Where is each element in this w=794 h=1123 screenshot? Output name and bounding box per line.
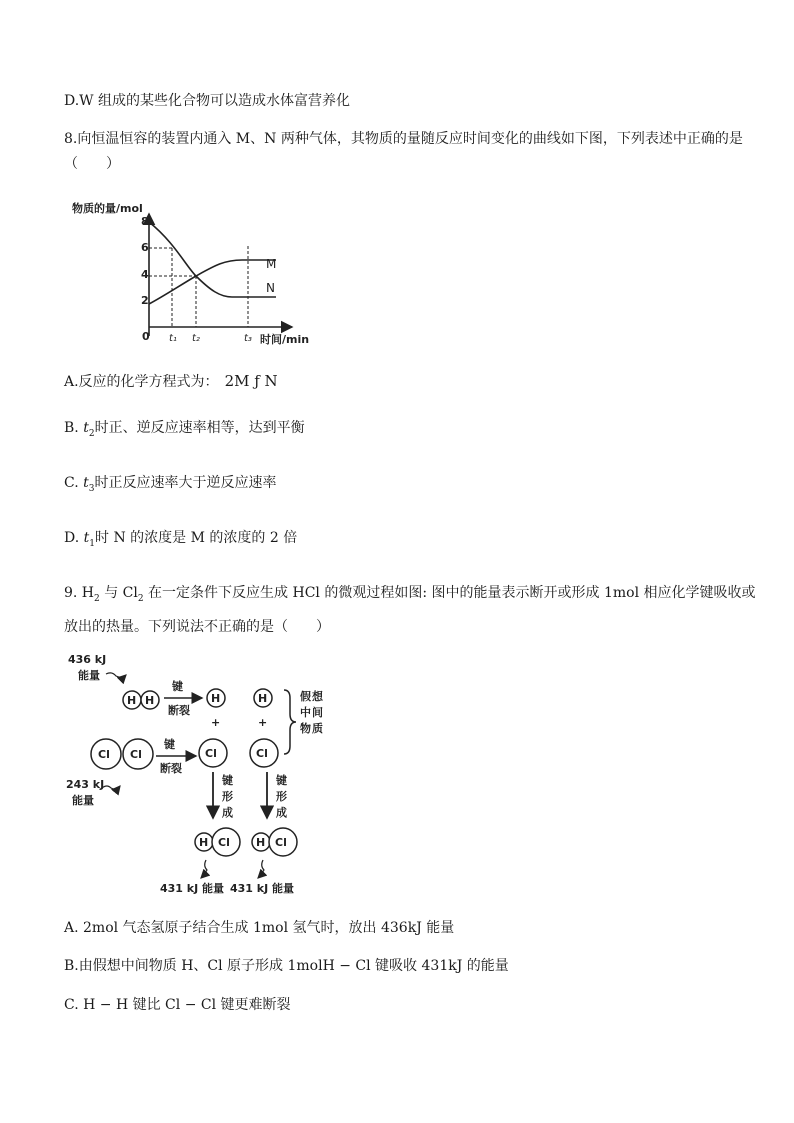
y-tick-2: 2 [141, 294, 149, 307]
q8-option-d [64, 529, 297, 553]
cl2-energy-word: 能量 [72, 794, 94, 807]
svg-text:H: H [258, 692, 268, 705]
q8-option-a-equation: 2M ƒ N [224, 372, 278, 390]
q9-stem-line1 [64, 584, 756, 608]
hypo-label-1: 假 [300, 690, 311, 703]
hypo-label-5: 物 [300, 722, 311, 735]
x-axis-label: 时间/min [260, 333, 310, 346]
q8-option-a [64, 372, 278, 391]
svg-text:Cl: Cl [98, 748, 110, 761]
plus-2: + [258, 716, 268, 729]
break-label-bottom-1: 键 [164, 738, 175, 751]
h2-energy-value: 436 kJ [68, 653, 107, 666]
q8-option-c-sub: 3 [88, 483, 95, 494]
q8-option-d-prefix: D. [64, 530, 84, 546]
hypo-label-6: 质 [312, 722, 323, 735]
series-m-label: M [266, 257, 277, 271]
q8-option-b-prefix: B. [64, 420, 84, 436]
q8-option-d-sub: 1 [89, 538, 96, 549]
form-label-right-2: 形 [276, 790, 287, 803]
q8-option-c-prefix: C. [64, 475, 84, 491]
svg-text:H: H [256, 836, 266, 849]
y-tick-6: 6 [141, 241, 149, 254]
q9-option-b: B.由假想中间物质 H、Cl 原子形成 1molH − Cl 键吸收 431kJ 的能量 [64, 958, 509, 974]
svg-text:H: H [211, 692, 221, 705]
break-label-bottom-2: 断裂 [160, 762, 182, 775]
q8-option-b-rest: 时正、逆反应速率相等，达到平衡 [94, 420, 305, 436]
q8-chart [64, 196, 324, 356]
form-label-left-1: 键 [222, 774, 233, 787]
y-axis-label: 物质的量/mol [72, 202, 143, 215]
q8-stem-line2: （ ） [64, 156, 120, 172]
hypo-label-3: 中 [300, 706, 311, 719]
q8-option-a-prefix: A.反应的化学方程式为： [64, 374, 219, 390]
hcl-energy-2: 431 kJ 能量 [230, 882, 295, 895]
h2-atom-right-label: H [145, 694, 155, 707]
svg-text:H: H [199, 836, 209, 849]
cl2-energy-value: 243 kJ [66, 778, 105, 791]
svg-text:Cl: Cl [205, 747, 217, 760]
q9-stem-line2: 放出的热量。下列说法不正确的是（ ） [64, 619, 330, 635]
q7-option-d: D.W 组成的某些化合物可以造成水体富营养化 [64, 93, 351, 109]
h2-energy-word: 能量 [78, 669, 100, 682]
y-tick-8: 8 [141, 215, 149, 228]
break-label-top-2: 断裂 [168, 704, 190, 717]
q9-stem-sub2: 2 [137, 593, 144, 604]
svg-text:Cl: Cl [130, 748, 142, 761]
hcl-energy-1: 431 kJ 能量 [160, 882, 225, 895]
q8-option-c [64, 474, 277, 498]
q9-option-c: C. H − H 键比 Cl − Cl 键更难断裂 [64, 997, 291, 1013]
q8-option-c-rest: 时正反应速率大于逆反应速率 [94, 475, 277, 491]
series-n-label: N [266, 281, 275, 295]
form-label-left-3: 成 [222, 806, 233, 819]
q8-option-b-sub: 2 [88, 428, 95, 439]
x-tick-t3: t₃ [244, 333, 252, 344]
hypo-label-4: 间 [312, 706, 323, 719]
hypo-label-2: 想 [312, 690, 323, 703]
q9-bond-diagram [56, 648, 356, 900]
q9-stem-part3: 在一定条件下反应生成 HCl 的微观过程如图: 图中的能量表示断开或形成 1mol 相应化学键吸收或 [143, 585, 756, 601]
break-label-top-1: 键 [172, 680, 183, 693]
q8-option-b-t: t [83, 420, 89, 436]
q9-option-a: A. 2mol 气态氢原子结合生成 1mol 氢气时，放出 436kJ 能量 [64, 920, 455, 936]
x-tick-t1: t₁ [169, 333, 177, 344]
q9-stem-part1: 9. H [64, 585, 95, 601]
y-tick-4: 4 [141, 268, 149, 281]
q9-stem-part2: 与 Cl [99, 585, 138, 601]
q8-option-b [64, 419, 305, 443]
q8-option-d-t: t [83, 530, 90, 546]
q8-option-d-rest: 时 N 的浓度是 M 的浓度的 2 倍 [95, 530, 298, 546]
form-label-right-3: 成 [276, 806, 287, 819]
svg-text:Cl: Cl [275, 836, 287, 849]
h2-atom-left-label: H [127, 694, 137, 707]
plus-1: + [211, 716, 221, 729]
q8-option-c-t: t [83, 475, 89, 491]
form-label-left-2: 形 [222, 790, 233, 803]
svg-text:Cl: Cl [256, 747, 268, 760]
form-label-right-1: 键 [276, 774, 287, 787]
q8-stem-line1: 8.向恒温恒容的装置内通入 M、N 两种气体，其物质的量随反应时间变化的曲线如下图，下列表述中正确的是 [64, 131, 743, 147]
svg-text:Cl: Cl [218, 836, 230, 849]
origin-label: 0 [142, 330, 150, 343]
x-tick-t2: t₂ [192, 333, 200, 344]
q9-stem-sub1: 2 [94, 593, 100, 604]
